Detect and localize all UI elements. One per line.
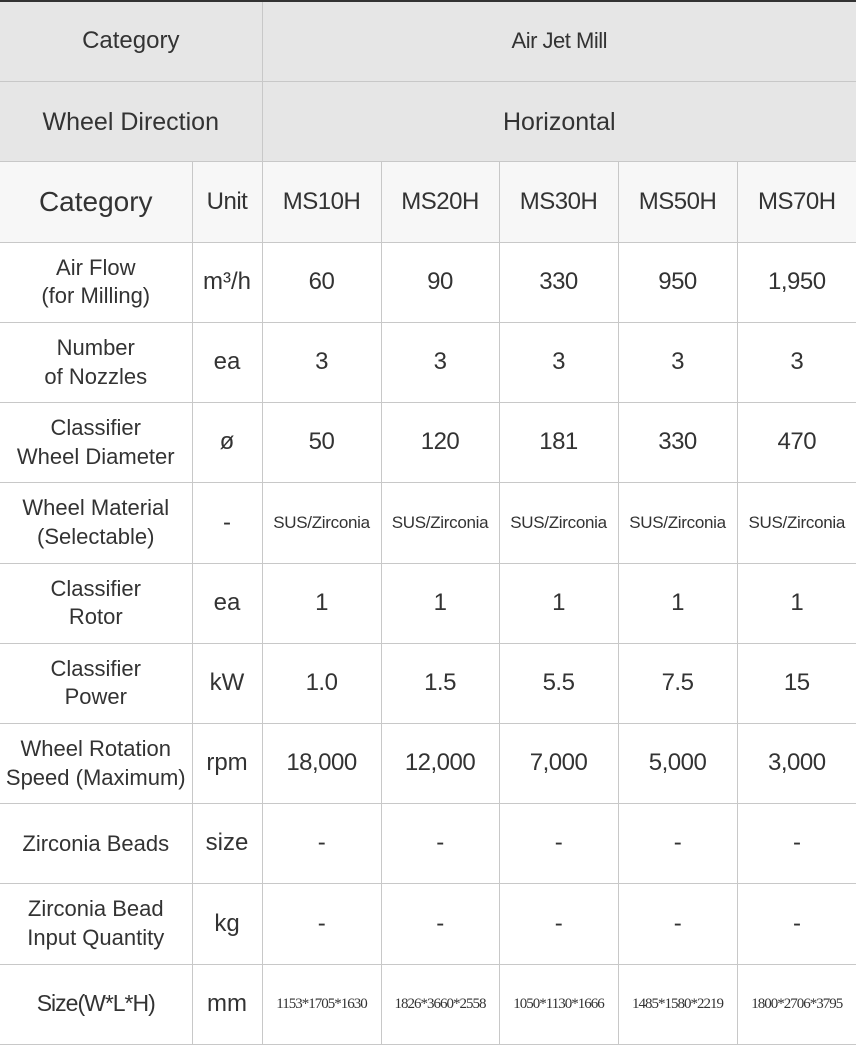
row-label-line: Input Quantity [27, 925, 165, 951]
model-header-row [0, 162, 856, 242]
table-row [0, 964, 856, 1044]
table-cell: SUS/Zirconia [737, 483, 856, 563]
row-unit: size [192, 804, 262, 884]
table-cell: 3 [499, 322, 618, 402]
row-label [0, 322, 192, 402]
table-row [0, 804, 856, 884]
table-cell: 3 [737, 322, 856, 402]
table-cell: 3,000 [737, 723, 856, 803]
table-cell: SUS/Zirconia [618, 483, 737, 563]
row-label-line: Classifier [50, 575, 141, 601]
table-cell: 1800*2706*3795 [737, 964, 856, 1044]
row-label [0, 804, 192, 884]
category-row [0, 1, 856, 82]
row-label-line: Size(W*L*H) [36, 990, 155, 1017]
row-label-line: Zirconia Bead [27, 896, 164, 922]
column-header-category: Category [0, 162, 192, 242]
table-cell: - [499, 804, 618, 884]
table-cell: 3 [381, 322, 499, 402]
table-cell: - [618, 804, 737, 884]
row-unit: - [192, 483, 262, 563]
table-cell: 181 [499, 403, 618, 483]
row-label-line: Classifier [50, 415, 141, 441]
row-label-line: Zirconia Beads [22, 830, 170, 856]
row-unit: ea [192, 322, 262, 402]
table-row [0, 884, 856, 964]
table-row [0, 563, 856, 643]
table-cell: 18,000 [262, 723, 381, 803]
row-unit: kg [192, 884, 262, 964]
column-header-model: MS70H [737, 162, 856, 242]
table-cell: 1 [262, 563, 381, 643]
table-cell: 1153*1705*1630 [262, 964, 381, 1044]
column-header-unit: Unit [192, 162, 262, 242]
row-label [0, 643, 192, 723]
row-label [0, 242, 192, 322]
table-cell: 1 [618, 563, 737, 643]
table-cell: 330 [499, 242, 618, 322]
row-label-line: Wheel Diameter [16, 443, 175, 469]
table-cell: 90 [381, 242, 499, 322]
column-header-model: MS20H [381, 162, 499, 242]
table-cell: 1,950 [737, 242, 856, 322]
table-cell: 330 [618, 403, 737, 483]
table-cell: 1.5 [381, 643, 499, 723]
row-label [0, 483, 192, 563]
table-cell: 3 [262, 322, 381, 402]
table-cell: - [737, 804, 856, 884]
row-label-line: (Selectable) [37, 523, 155, 549]
table-cell: 12,000 [381, 723, 499, 803]
table-cell: SUS/Zirconia [262, 483, 381, 563]
table-row [0, 483, 856, 563]
table-cell: - [618, 884, 737, 964]
row-label [0, 723, 192, 803]
row-unit: kW [192, 643, 262, 723]
wheel-direction-label: Wheel Direction [0, 82, 262, 162]
table-cell: 1826*3660*2558 [381, 964, 499, 1044]
row-label [0, 884, 192, 964]
table-cell: SUS/Zirconia [499, 483, 618, 563]
table-cell: 1050*1130*1666 [499, 964, 618, 1044]
column-header-model: MS30H [499, 162, 618, 242]
table-row [0, 403, 856, 483]
row-label-line: Speed (Maximum) [5, 764, 186, 790]
table-cell: 120 [381, 403, 499, 483]
row-label-line: Power [64, 684, 127, 710]
table-row [0, 322, 856, 402]
row-label-line: (for Milling) [41, 283, 151, 309]
table-cell: - [499, 884, 618, 964]
table-cell: 1 [499, 563, 618, 643]
table-cell: 950 [618, 242, 737, 322]
table-cell: 1.0 [262, 643, 381, 723]
table-cell: 1 [737, 563, 856, 643]
table-cell: 5.5 [499, 643, 618, 723]
table-cell: - [262, 884, 381, 964]
row-label-line: Number [56, 334, 135, 360]
row-label-line: of Nozzles [44, 363, 148, 389]
row-label-line: Classifier [50, 655, 141, 681]
row-label [0, 403, 192, 483]
column-header-model: MS50H [618, 162, 737, 242]
table-cell: - [737, 884, 856, 964]
row-label-line: Air Flow [56, 254, 136, 280]
table-cell: 50 [262, 403, 381, 483]
row-unit: ø [192, 403, 262, 483]
table-cell: - [381, 884, 499, 964]
row-unit: rpm [192, 723, 262, 803]
row-label [0, 964, 192, 1044]
table-row [0, 723, 856, 803]
table-cell: 60 [262, 242, 381, 322]
row-unit: m³/h [192, 242, 262, 322]
table-cell: 1485*1580*2219 [618, 964, 737, 1044]
category-value: Air Jet Mill [262, 1, 856, 82]
table-cell: 5,000 [618, 723, 737, 803]
table-row [0, 643, 856, 723]
table-cell: 7,000 [499, 723, 618, 803]
table-cell: 7.5 [618, 643, 737, 723]
row-unit: ea [192, 563, 262, 643]
wheel-direction-value: Horizontal [262, 82, 856, 162]
table-cell: 3 [618, 322, 737, 402]
row-label-line: Rotor [68, 604, 123, 630]
table-cell: - [262, 804, 381, 884]
column-header-model: MS10H [262, 162, 381, 242]
table-cell: 470 [737, 403, 856, 483]
row-label-line: Wheel Rotation [20, 736, 171, 761]
row-label-line: Wheel Material [22, 495, 170, 521]
table-cell: SUS/Zirconia [381, 483, 499, 563]
row-unit: mm [192, 964, 262, 1044]
table-cell: - [381, 804, 499, 884]
row-label [0, 563, 192, 643]
table-row [0, 242, 856, 322]
table-cell: 15 [737, 643, 856, 723]
wheel-direction-row [0, 82, 856, 162]
category-label: Category [0, 1, 262, 82]
table-cell: 1 [381, 563, 499, 643]
